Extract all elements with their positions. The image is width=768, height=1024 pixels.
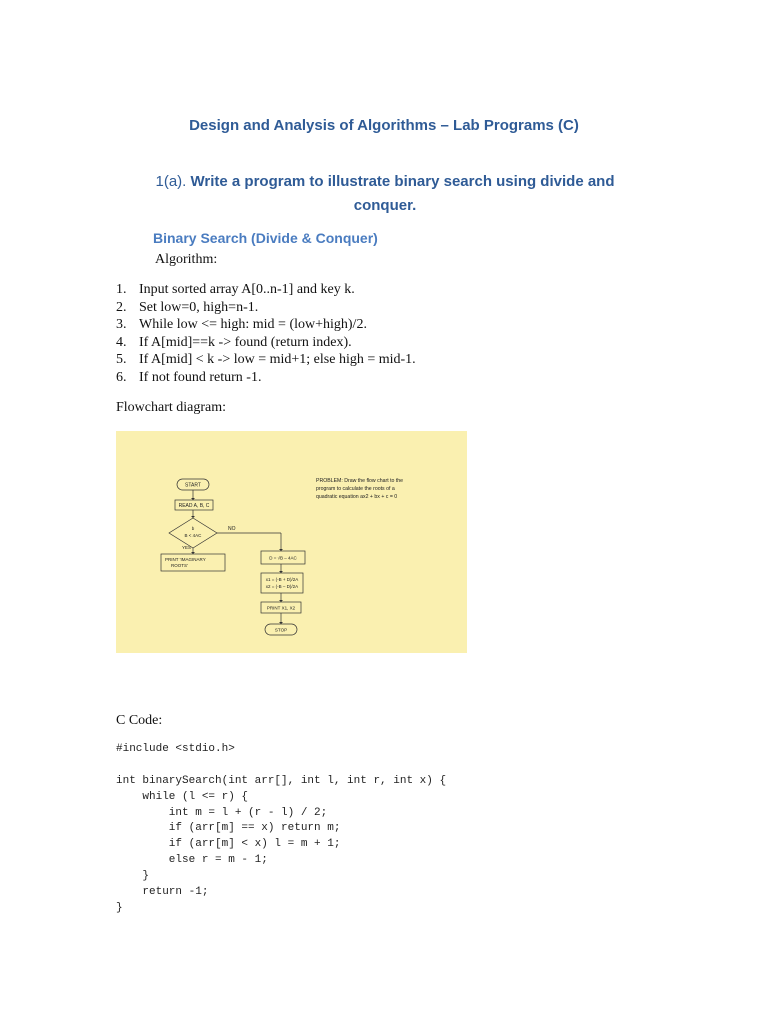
flowchart-compute-d-text: D = √B – 4AC: [269, 555, 297, 561]
question-text: Write a program to illustrate binary search using divide and conquer.: [190, 173, 615, 214]
flowchart-problem-text: program to calculate the roots of a: [316, 486, 395, 492]
code-line: #include <stdio.h>: [116, 743, 235, 755]
algorithm-step: 6. If not found return -1.: [116, 369, 262, 385]
code-line: int m = l + (r - l) / 2;: [116, 806, 328, 819]
flowchart-decision-text: b: [191, 526, 195, 531]
question-number: 1(a).: [155, 173, 187, 190]
flowchart-read-text: READ A, B, C: [178, 503, 210, 509]
algorithm-steps-list: [116, 281, 416, 387]
flowchart-print-imaginary-text: ROOTS': [171, 563, 188, 568]
flowchart-problem-text: PROBLEM: Draw the flow chart to the: [316, 478, 404, 484]
code-line: }: [116, 901, 123, 914]
document-title: Design and Analysis of Algorithms – Lab Programs (C): [189, 117, 579, 134]
algorithm-step: 4. If A[mid]==k -> found (return index).: [116, 334, 352, 350]
code-line: else r = m - 1;: [116, 854, 268, 867]
code-line: if (arr[m] < x) l = m + 1;: [116, 838, 341, 851]
flowchart-diagram: [116, 431, 467, 653]
flowchart-decision-text: B < 4AC: [184, 533, 202, 538]
flowchart-no-label: NO: [228, 526, 236, 532]
flowchart-print-roots-text: PRINT X1, X2: [266, 605, 296, 611]
flowchart-problem-text: quadratic equation ax2 + bx + c = 0: [316, 494, 398, 500]
code-line: int binarySearch(int arr[], int l, int r, int x) {: [116, 774, 447, 787]
algorithm-step: 1. Input sorted array A[0..n-1] and key k.: [116, 282, 355, 297]
flowchart-compute-x-text: x2 = (-B – D)/2A: [265, 584, 299, 589]
flowchart-arrow-head: [191, 516, 195, 518]
algorithm-step: 5. If A[mid] < k -> low = mid+1; else high = mid-1.: [116, 352, 416, 368]
code-block: [116, 742, 446, 917]
flowchart-yes-label: YES: [182, 545, 192, 550]
flowchart-label: Flowchart diagram:: [116, 400, 227, 415]
code-line: while (l <= r) {: [116, 790, 249, 803]
code-line: [116, 758, 446, 774]
algorithm-step: 2. Set low=0, high=n-1.: [116, 299, 259, 315]
flowchart-image: [116, 431, 467, 653]
flowchart-compute-x-text: x1 = (-B + D)/2A: [265, 577, 299, 582]
code-line: return -1;: [116, 886, 209, 899]
flowchart-print-imaginary-text: PRINT 'IMAGINARY: [165, 557, 206, 562]
code-line: }: [116, 870, 150, 883]
code-label: C Code:: [116, 713, 163, 728]
flowchart-compute-x-box: [261, 573, 303, 593]
section-subheading: Binary Search (Divide & Conquer): [153, 230, 378, 246]
question-heading: [140, 170, 630, 218]
code-line: if (arr[m] == x) return m;: [116, 822, 341, 835]
flowchart-stop-text: STOP: [274, 627, 288, 633]
flowchart-start-text: START: [185, 482, 201, 489]
algorithm-label: Algorithm:: [155, 252, 218, 267]
algorithm-step: 3. While low <= high: mid = (low+high)/2.: [116, 317, 367, 333]
